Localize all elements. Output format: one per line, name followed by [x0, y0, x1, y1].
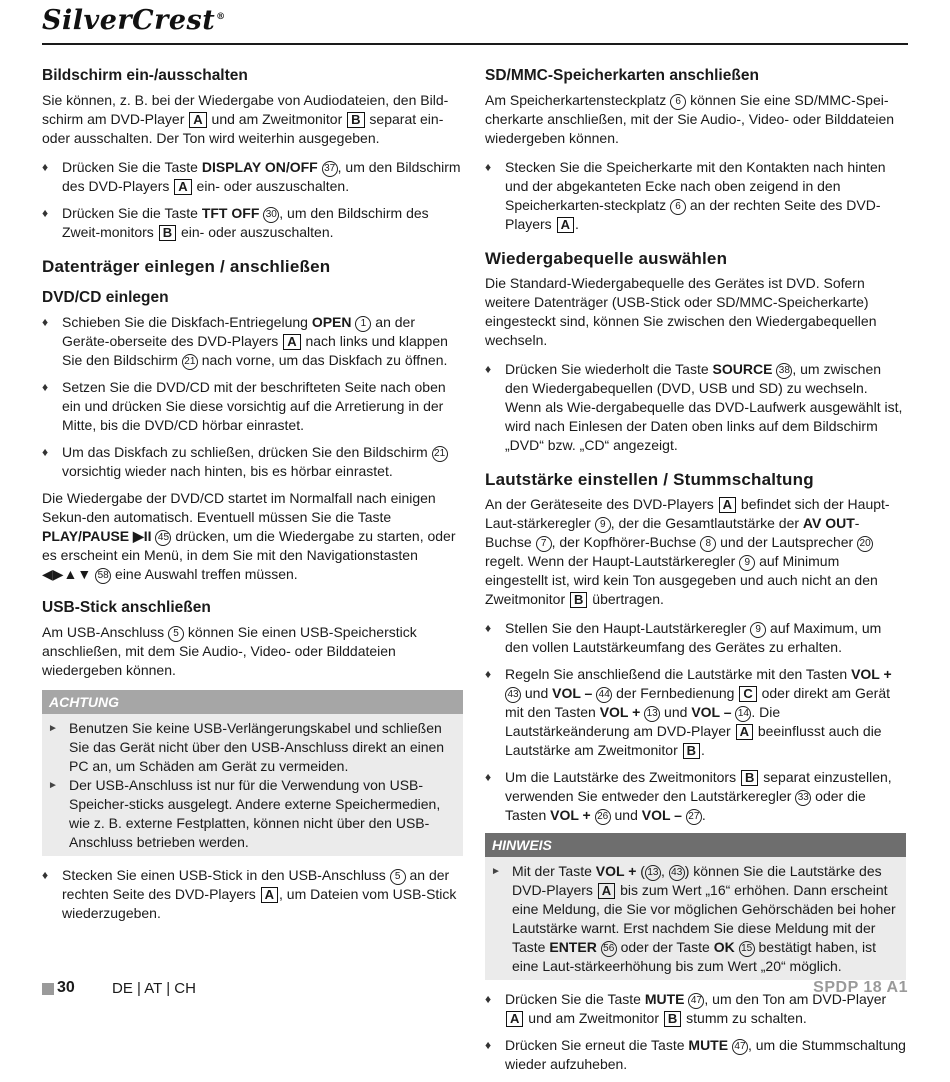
- paragraph: Die Standard-Wiedergabequelle des Gerätes ist DVD. Sofern weitere Datenträger (USB-Stick oder SD/MMC-Speicherkarte) eingesteckt sind, können Sie zwischen den Wiedergabequellen wechseln.: [485, 275, 877, 348]
- right-column: [485, 66, 906, 1082]
- page-marker: [42, 983, 54, 995]
- list-item: ♦ Drücken Sie erneut die Taste MUTE 47 , um die Stummschaltung wieder aufzuheben.: [485, 1037, 906, 1072]
- list-item: ♦ Drücken Sie wiederholt die Taste SOURCE 38 , um zwischen den Wiedergabequellen (DVD, USB und SD) zu wechseln. Wenn als Wie-dergabequelle das DVD-Laufwerk ausgewählt ist, wird nach Einlesen der Daten oben links auf dem Bildschirm „DVD“ bzw. „CD“ angezeigt.: [485, 361, 903, 453]
- hint-box: [485, 857, 906, 980]
- list-item: ♦ Drücken Sie die Taste TFT OFF 30 , um den Bildschirm des Zweit-monitors B ein- oder auszuschalten.: [42, 205, 429, 240]
- list-item: ♦ Stecken Sie einen USB-Stick in den USB-Anschluss 5 an der rechten Seite des DVD-Players A , um Dateien vom USB-Stick wiederzugeben.: [42, 867, 457, 921]
- list-item: ♦ Um die Lautstärke des Zweitmonitors B separat einzustellen, verwenden Sie entweder den Lautstärkeregler 33 oder die Tasten VOL + 26 und VOL – 27 .: [485, 769, 892, 823]
- hint-header: HINWEIS: [485, 833, 906, 857]
- language-codes: DE | AT | CH: [112, 980, 196, 997]
- model-number: SPDP 18 A1: [813, 979, 908, 996]
- page-footer: [42, 978, 908, 998]
- heading-volume: Lautstärke einstellen / Stummschaltung: [485, 470, 814, 489]
- page-number: 30: [57, 979, 75, 996]
- heading-source: Wiedergabequelle auswählen: [485, 249, 728, 268]
- paragraph: Am USB-Anschluss 5 können Sie einen USB-Speicherstick anschließen, mit dem Sie Audio-, Video- oder Bilddateien wiedergeben können.: [42, 624, 417, 678]
- hint-item: ► Mit der Taste VOL + ( 13 , 43 ) können Sie die Lautstärke des DVD-Players A bis zum Wert „16“ erhöhen. Dann erscheint eine Meldung, die Sie vor möglichen Gehörschäden bei hoher Lautstärke warnt. Erst nachdem Sie diese Meldung mit der Taste ENTER 56 oder der Taste OK 15 bestätigt haben, ist eine Laut-stärkeerhöhung bis zum Wert „20“ möglich.: [491, 863, 896, 974]
- warning-item: ► Der USB-Anschluss ist nur für die Verwendung von USB-Speicher-sticks ausgelegt. Andere externe Speichermedien, wie z. B. externe Festplatten, können nicht über den USB-Anschluss betrieben werden.: [48, 777, 441, 850]
- heading-sd: SD/MMC-Speicherkarten anschließen: [485, 67, 759, 84]
- heading-dvd-insert: DVD/CD einlegen: [42, 289, 169, 306]
- list-item: ♦ Setzen Sie die DVD/CD mit der beschrifteten Seite nach oben ein und drücken Sie diese vorsichtig auf die Arretierung in der Mitte, bis die DVD/CD hörbar einrastet.: [42, 379, 446, 433]
- list-item: ♦ Schieben Sie die Diskfach-Entriegelung OPEN 1 an der Geräte-oberseite des DVD-Players A nach links und klappen Sie den Bildschirm 21 nach vorne, um das Diskfach zu öffnen.: [42, 314, 448, 368]
- left-column: [42, 66, 463, 931]
- header-rule: [42, 43, 908, 45]
- paragraph: Sie können, z. B. bei der Wiedergabe von Audiodateien, den Bild-schirm am DVD-Player A und am Zweitmonitor B separat ein- oder ausschalten. Der Ton wird weiterhin ausgegeben.: [42, 92, 449, 146]
- heading-screen-onoff: Bildschirm ein-/ausschalten: [42, 67, 248, 84]
- list-item: ♦ Drücken Sie die Taste MUTE 47 , um den Ton am DVD-Player A und am Zweitmonitor B stumm zu schalten.: [485, 991, 887, 1026]
- heading-usb: USB-Stick anschließen: [42, 599, 211, 616]
- paragraph: Am Speicherkartensteckplatz 6 können Sie eine SD/MMC-Spei-cherkarte anschließen, mit der Sie Audio-, Video- oder Bilddateien wiedergeben können.: [485, 92, 895, 146]
- paragraph: Die Wiedergabe der DVD/CD startet im Normalfall nach einigen Sekun-den automatisch. Eventuell müssen Sie die Taste PLAY/PAUSE ▶II 45 drücken, um die Wiedergabe zu starten, oder es erscheint ein Menü, in dem Sie mit den Navigationstasten ◀▶▲▼ 58 eine Auswahl treffen müssen.: [42, 490, 456, 582]
- paragraph: An der Geräteseite des DVD-Players A befindet sich der Haupt-Laut-stärkeregler 9 , der die Gesamtlautstärke der AV OUT-Buchse 7 , der Kopfhörer-Buchse 8 und der Lautsprecher 20 regelt. Wenn der Haupt-Lautstärkeregler 9 auf Minimum eingestellt ist, wird kein Ton ausgegeben und auch nicht an den Zweitmonitor B übertragen.: [485, 496, 890, 607]
- heading-media: Datenträger einlegen / anschließen: [42, 257, 331, 276]
- list-item: ♦ Stecken Sie die Speicherkarte mit den Kontakten nach hinten und der abgekanteten Ecke nach oben zeigend in den Speicherkarten-steckplatz 6 an der rechten Seite des DVD-Players A .: [485, 159, 886, 232]
- list-item: ♦ Regeln Sie anschließend die Lautstärke mit den Tasten VOL + 43 und VOL – 44 der Fernbedienung C oder direkt am Gerät mit den Tasten VOL + 13 und VOL – 14 . Die Lautstärkeänderung am DVD-Player A beeinflusst auch die Lautstärke am Zweitmonitor B .: [485, 666, 892, 758]
- warning-header: ACHTUNG: [42, 690, 463, 714]
- list-item: ♦ Stellen Sie den Haupt-Lautstärkeregler 9 auf Maximum, um den vollen Lautstärkeumfang des Gerätes zu erhalten.: [485, 620, 882, 655]
- warning-box: [42, 714, 463, 856]
- brand-logo: SilverCrest®: [42, 5, 226, 36]
- warning-item: ► Benutzen Sie keine USB-Verlängerungskabel und schließen Sie das Gerät nicht über den USB-Anschluss direkt an einen PC an, um Schäden am Gerät zu vermeiden.: [48, 720, 445, 774]
- list-item: ♦ Drücken Sie die Taste DISPLAY ON/OFF 37 , um den Bildschirm des DVD-Players A ein- oder auszuschalten.: [42, 159, 461, 194]
- list-item: ♦ Um das Diskfach zu schließen, drücken Sie den Bildschirm 21 vorsichtig wieder nach hinten, bis es hörbar einrastet.: [42, 443, 463, 481]
